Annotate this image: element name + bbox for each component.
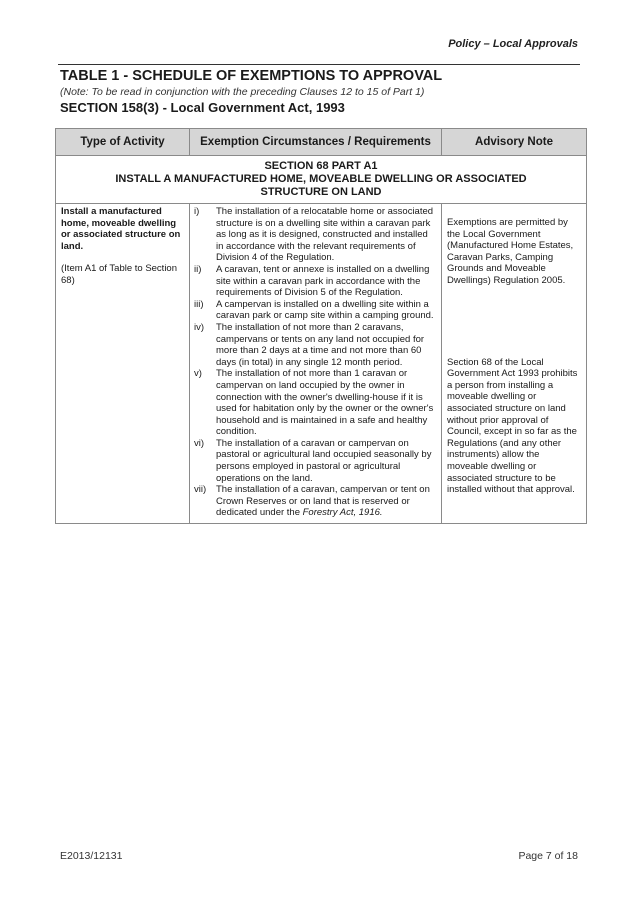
part-heading-line: INSTALL A MANUFACTURED HOME, MOVEABLE DWELLING OR ASSOCIATED xyxy=(115,173,527,185)
table-header-row xyxy=(56,129,587,156)
item-text-main: The installation of a caravan, campervan or tent on Crown Reserves or on land that is reserved or dedicated under the xyxy=(216,484,430,519)
activity-reference: (Item A1 of Table to Section 68) xyxy=(61,263,178,286)
page-number: Page 7 of 18 xyxy=(518,850,578,862)
item-text xyxy=(216,484,437,519)
list-item xyxy=(194,438,437,484)
table-title: TABLE 1 - SCHEDULE OF EXEMPTIONS TO APPROVAL xyxy=(60,68,443,84)
item-number: vi) xyxy=(194,437,205,449)
header-divider xyxy=(58,64,580,65)
list-item xyxy=(194,299,437,322)
column-header-circumstances: Exemption Circumstances / Requirements xyxy=(190,129,442,156)
item-text: A caravan, tent or annexe is installed on a dwelling site within a caravan park in accordance with the requirements of Division 5 of the Regulation. xyxy=(216,263,430,299)
part-heading-line: SECTION 68 PART A1 xyxy=(264,160,378,172)
exemption-list xyxy=(194,206,437,519)
item-number: i) xyxy=(194,206,200,217)
exemptions-table xyxy=(55,128,587,524)
title-block xyxy=(60,68,580,116)
item-text: The installation of a relocatable home or associated structure is on a dwelling site within a caravan park as long as it is designed, constructed and installed in accordance with the relevant requirements of Division 4 of the Regulation. xyxy=(216,206,434,264)
section-title: SECTION 158(3) - Local Government Act, 1993 xyxy=(60,100,345,115)
item-text: The installation of not more than 2 caravans, campervans or tents on any land not occupied for more than 2 days at a time and not more than 60 days (in total) in any single 12 month period. xyxy=(216,321,425,368)
item-number: iv) xyxy=(194,321,205,333)
item-text: A campervan is installed on a dwelling site within a caravan park or camp site within a camping ground. xyxy=(216,298,434,322)
item-text: The installation of not more than 1 caravan or campervan on land occupied by the owner in connection with the owner's dwelling-house if it is used for habitation only by the owner or the owner's household and is maintained in a safe and healthy condition. xyxy=(216,368,434,438)
item-text: The installation of a caravan or campervan on pastoral or agricultural land occupied seasonally by persons employed in pastoral or agricultural operations on the land. xyxy=(216,437,432,484)
advisory-note: Exemptions are permitted by the Local Government (Manufactured Home Estates, Caravan Parks, Camping Grounds and Moveable Dwellings) Regulation 2005. xyxy=(447,217,574,286)
item-number: iii) xyxy=(194,298,204,310)
part-heading-row xyxy=(56,156,587,204)
item-number: v) xyxy=(194,368,202,380)
advisory-cell xyxy=(442,204,587,524)
circumstances-cell xyxy=(190,204,442,524)
part-heading-line: STRUCTURE ON LAND xyxy=(260,186,382,198)
title-note: (Note: To be read in conjunction with the preceding Clauses 12 to 15 of Part 1) xyxy=(60,86,425,98)
document-reference: E2013/12131 xyxy=(60,850,123,862)
part-heading xyxy=(56,156,587,204)
list-item xyxy=(194,206,437,264)
list-item xyxy=(194,484,437,519)
list-item xyxy=(194,322,437,368)
column-header-advisory: Advisory Note xyxy=(442,129,587,156)
activity-name: Install a manufactured home, moveable dwelling or associated structure on land. xyxy=(61,206,181,252)
column-header-activity: Type of Activity xyxy=(56,129,190,156)
activity-cell xyxy=(56,204,190,524)
item-number: vii) xyxy=(194,484,207,496)
list-item xyxy=(194,264,437,299)
list-item xyxy=(194,368,437,438)
item-number: ii) xyxy=(194,263,202,275)
document-header-title: Policy – Local Approvals xyxy=(448,38,578,50)
act-title: Forestry Act, 1916. xyxy=(302,507,383,519)
table-row xyxy=(56,204,587,524)
advisory-note: Section 68 of the Local Government Act 1993 prohibits a person from installing a moveable dwelling or associated structure on land without prior approval of Council, except in so far as the Regulations (and any other instruments) allow the moveable dwelling or associated structure to be installed without that approval. xyxy=(447,356,578,496)
